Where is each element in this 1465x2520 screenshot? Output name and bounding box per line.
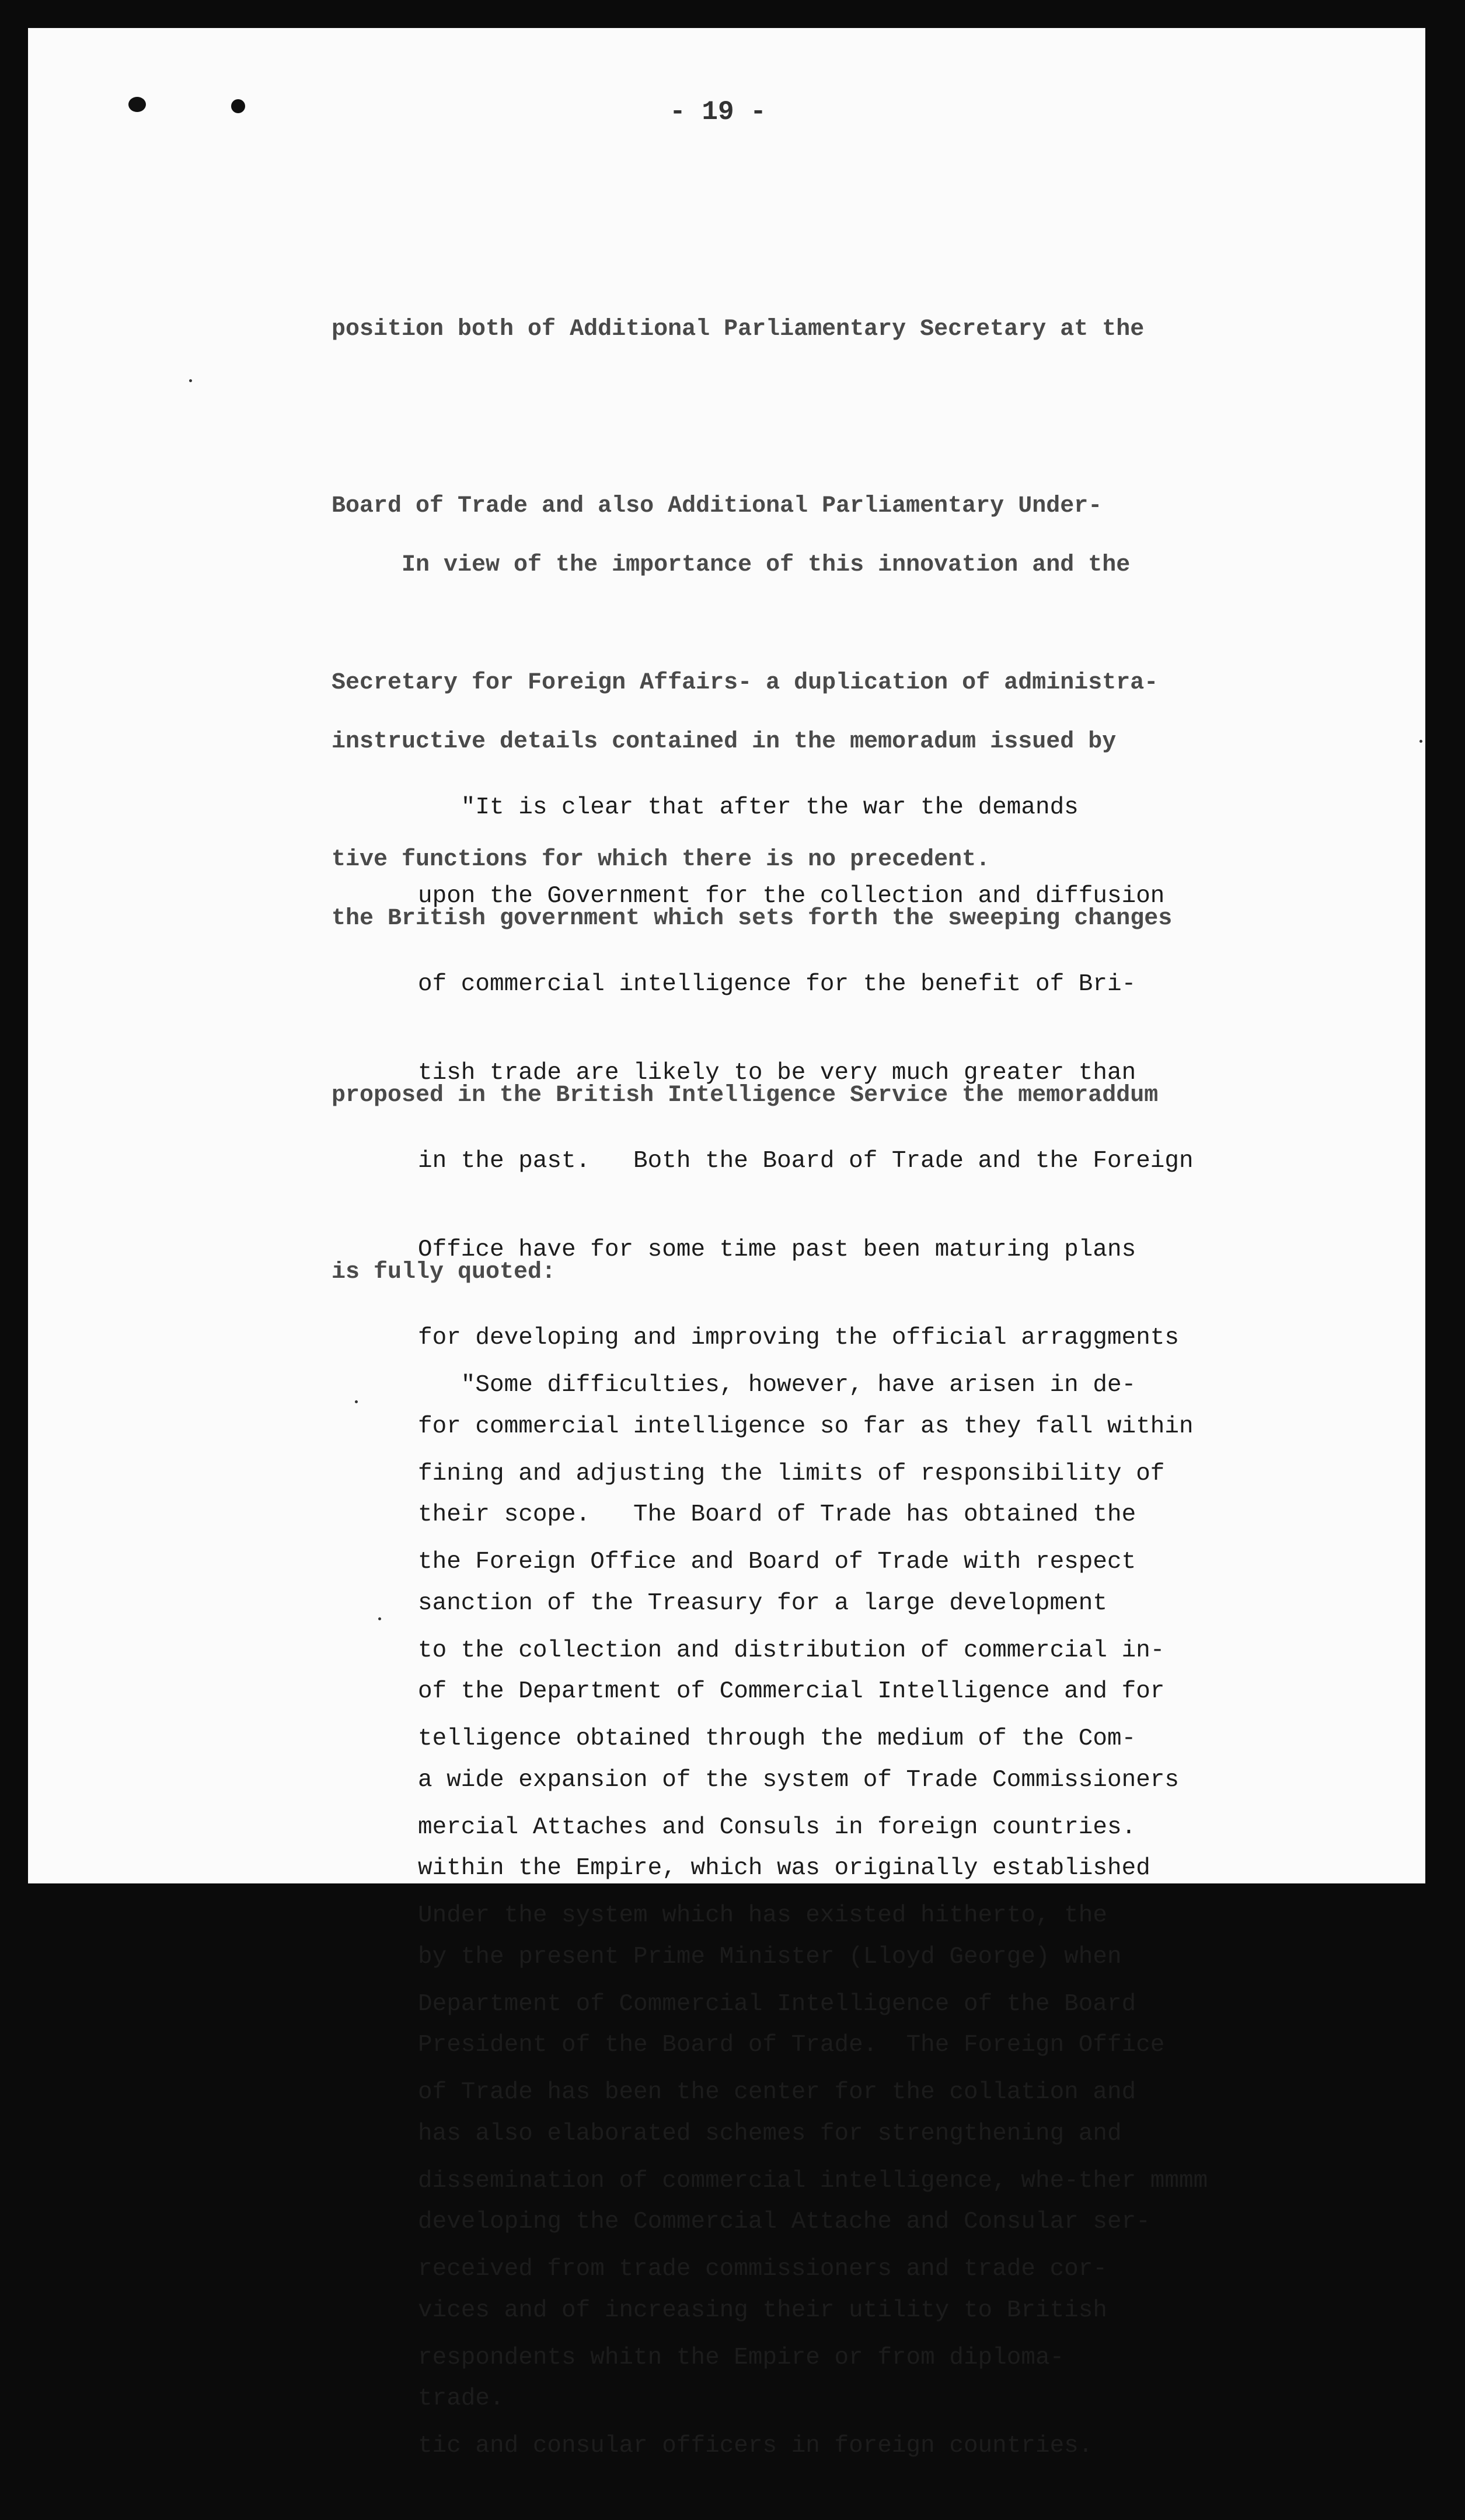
quote-line: received from trade commissioners and trade cor- bbox=[418, 2256, 1107, 2283]
quote-line: upon the Government for the collection and diffusion bbox=[418, 882, 1165, 910]
quote-line: of Trade has been the center for the collation and bbox=[418, 2079, 1136, 2106]
document-page bbox=[28, 28, 1425, 2459]
speck bbox=[378, 1617, 381, 1620]
text-line: tive functions for which there is no precedent. bbox=[332, 847, 990, 873]
quote-line: fining and adjusting the limits of responsibility of bbox=[418, 1460, 1165, 1487]
quote-line: a wide expansion of the system of Trade Commissioners bbox=[418, 1766, 1180, 1794]
text-line: Board of Trade and also Additional Parliamentary Under- bbox=[332, 493, 1103, 519]
quote-line: developing the Commercial Attache and Consular ser- bbox=[418, 2208, 1150, 2235]
text-line: instructive details contained in the memoradum issued by bbox=[332, 729, 1117, 755]
quote-line: mercial Attaches and Consuls in foreign countries. bbox=[418, 1813, 1136, 1841]
text-line: is fully quoted: bbox=[332, 1259, 556, 1285]
quote-line: the Foreign Office and Board of Trade with respect bbox=[418, 1549, 1136, 1575]
quote-line: for developing and improving the official arraggments bbox=[418, 1324, 1180, 1351]
quote-line: of the Department of Commercial Intelligence and for bbox=[418, 1678, 1165, 1705]
quote-line: their scope. The Board of Trade has obtained the bbox=[418, 1501, 1136, 1528]
quote-line: dissemination of commercial intelligence, whe-ther mmmm bbox=[418, 2167, 1208, 2194]
page-number: - 19 - bbox=[669, 97, 766, 127]
quote-line: "It is clear that after the war the demands bbox=[418, 794, 1079, 821]
quote-line: respondents whitn the Empire or from diploma- bbox=[418, 2344, 1065, 2371]
quote-line: Department of Commercial Intelligence of the Board bbox=[418, 1990, 1136, 2018]
quote-line: sanction of the Treasury for a large development bbox=[418, 1589, 1107, 1617]
quote-line: "Some difficulties, however, have arisen in de- bbox=[418, 1372, 1136, 1399]
quote-line: Under the system which has existed hitherto, the bbox=[418, 1902, 1107, 1929]
quote-line: telligence obtained through the medium of the Com- bbox=[418, 1725, 1136, 1752]
quote-line: within the Empire, which was originally established bbox=[418, 1855, 1150, 1882]
quote-line: has also elaborated schemes for strengthening and bbox=[418, 2120, 1122, 2147]
speck bbox=[189, 379, 192, 382]
text-line: the British government which sets forth the sweeping changes bbox=[332, 906, 1173, 932]
quote-line: tish trade are likely to be very much greater than bbox=[418, 1059, 1136, 1086]
quote-line: vices and of increasing their utility to British bbox=[418, 2297, 1107, 2324]
punch-hole-right bbox=[231, 99, 245, 113]
quote-line: by the present Prime Minister (Lloyd George) when bbox=[418, 1943, 1122, 1970]
quote-line: trade. bbox=[418, 2385, 504, 2412]
punch-hole-left bbox=[128, 97, 146, 112]
quote-line: to the collection and distribution of commercial in- bbox=[418, 1637, 1165, 1664]
text-line: Secretary for Foreign Affairs- a duplication of administra- bbox=[332, 670, 1159, 696]
text-line: position both of Additional Parliamentary Secretary at the bbox=[332, 316, 1145, 342]
quote-line: tic and consular officers in foreign countries. bbox=[418, 2432, 1093, 2459]
text-line: proposed in the British Intelligence Service the memoraddum bbox=[332, 1082, 1159, 1109]
speck bbox=[1419, 740, 1422, 743]
text-line: In view of the importance of this innovation and the bbox=[332, 552, 1131, 578]
quote-line: in the past. Both the Board of Trade and the Foreign bbox=[418, 1148, 1194, 1175]
quote-line: President of the Board of Trade. The Foreign Office bbox=[418, 2032, 1165, 2058]
quote-line: Office have for some time past been maturing plans bbox=[418, 1236, 1136, 1263]
block-quote bbox=[418, 1312, 1247, 2520]
quote-line: of commercial intelligence for the benefit of Bri- bbox=[418, 971, 1136, 998]
quote-line: for commercial intelligence so far as they fall within bbox=[418, 1413, 1194, 1440]
